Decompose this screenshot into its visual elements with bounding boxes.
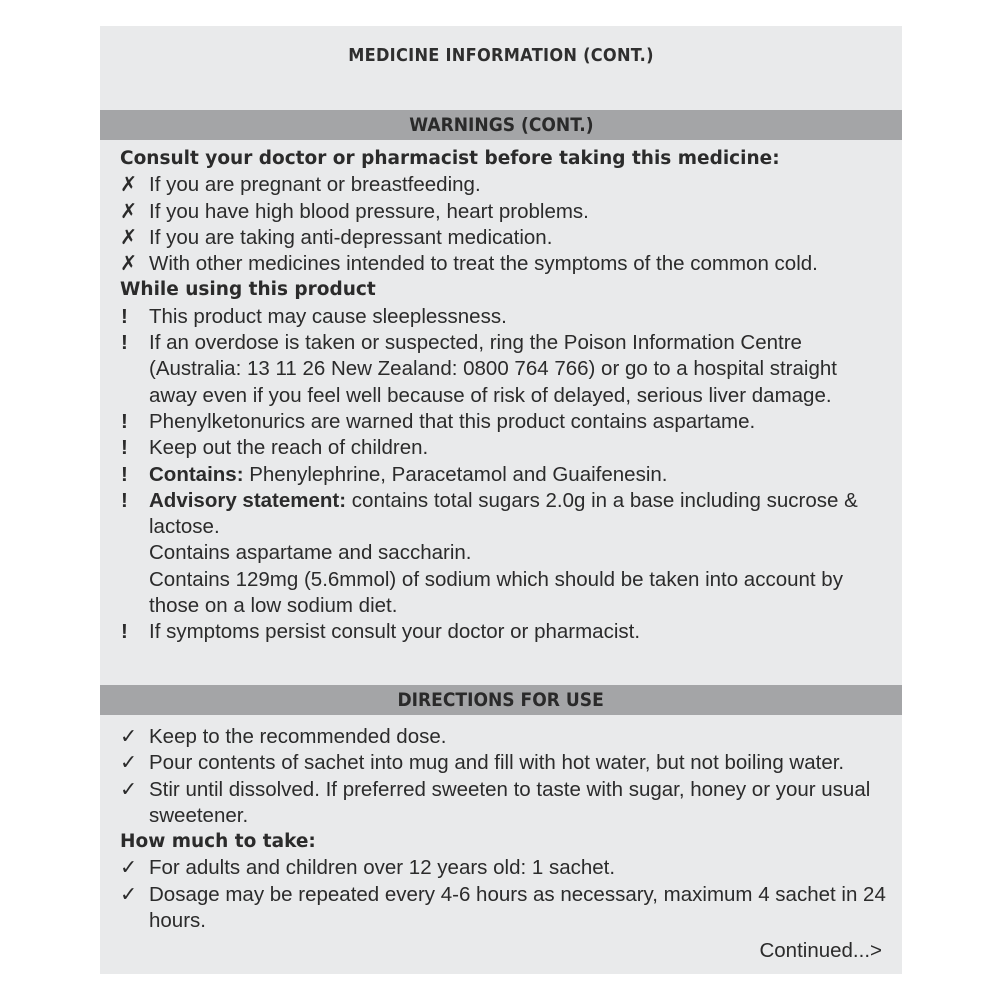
consult-item-3: If you are taking anti-depressant medication.	[149, 225, 553, 249]
exclamation-icon: !	[121, 436, 128, 460]
list-item	[120, 304, 888, 330]
while-using-heading: While using this product	[120, 279, 376, 301]
check-icon: ✓	[120, 882, 138, 906]
advisory-label: Advisory statement:	[149, 488, 347, 512]
direction-item-2: Pour contents of sachet into mug and fill with hot water, but not boiling water.	[149, 751, 845, 775]
warning-children: Keep out the reach of children.	[149, 436, 429, 460]
dose-item-1: For adults and children over 12 years old: 1 sachet.	[149, 856, 616, 880]
warning-overdose: If an overdose is taken or suspected, ring the Poison Information Centre (Australia: 13 11 26 New Zealand: 0800 764 766) or go to a hospital straight away even if you feel well because of risk of delayed, serious liver damage.	[149, 331, 837, 407]
directions-section	[120, 724, 888, 934]
directions-header: DIRECTIONS FOR USE	[397, 689, 605, 711]
list-item	[120, 409, 888, 435]
list-item	[120, 882, 888, 935]
check-icon: ✓	[120, 856, 138, 880]
direction-item-1: Keep to the recommended dose.	[149, 725, 447, 748]
list-item	[120, 855, 888, 881]
medicine-info-panel	[100, 26, 902, 974]
warning-persist: If symptoms persist consult your doctor or pharmacist.	[149, 620, 641, 644]
contains-label: Contains:	[149, 462, 244, 486]
exclamation-icon: !	[121, 620, 128, 644]
list-item	[120, 488, 888, 541]
exclamation-icon: !	[121, 409, 128, 433]
advisory-aspartame: Contains aspartame and saccharin.	[149, 541, 472, 565]
list-item	[120, 435, 888, 461]
continued-label: Continued...>	[759, 939, 882, 962]
directions-header-bar	[100, 685, 902, 715]
page-title: MEDICINE INFORMATION (CONT.)	[348, 45, 654, 66]
warnings-header: WARNINGS (CONT.)	[408, 114, 594, 136]
exclamation-icon: !	[121, 462, 128, 486]
check-icon: ✓	[120, 751, 138, 775]
consult-item-4: With other medicines intended to treat the symptoms of the common cold.	[149, 252, 818, 276]
consult-heading: Consult your doctor or pharmacist before taking this medicine:	[120, 148, 780, 169]
exclamation-icon: !	[121, 304, 128, 328]
warning-sleeplessness: This product may cause sleeplessness.	[149, 304, 507, 328]
consult-item-1: If you are pregnant or breastfeeding.	[149, 173, 481, 197]
cross-icon: ✗	[120, 252, 138, 276]
warning-phenylketonurics: Phenylketonurics are warned that this product contains aspartame.	[149, 409, 756, 433]
advisory-text: contains total sugars 2.0g in a base including sucrose & lactose.	[149, 488, 858, 539]
list-item	[120, 172, 888, 198]
cross-icon: ✗	[120, 225, 138, 249]
warnings-header-bar	[100, 110, 902, 140]
cross-icon: ✗	[120, 199, 138, 223]
list-item	[120, 251, 888, 277]
list-item	[120, 777, 888, 830]
dose-item-2: Dosage may be repeated every 4-6 hours as necessary, maximum 4 sachet in 24 hours.	[149, 882, 886, 933]
list-item	[120, 724, 888, 750]
list-item	[120, 225, 888, 251]
check-icon: ✓	[120, 777, 138, 801]
list-item	[120, 750, 888, 776]
list-item	[120, 619, 888, 645]
list-item	[120, 462, 888, 488]
consult-item-2: If you have high blood pressure, heart problems.	[149, 199, 589, 223]
check-icon: ✓	[120, 725, 138, 748]
exclamation-icon: !	[121, 488, 128, 512]
list-item	[120, 199, 888, 225]
list-item	[120, 330, 888, 409]
contains-text: Phenylephrine, Paracetamol and Guaifenesin.	[243, 462, 668, 486]
how-much-heading: How much to take:	[120, 831, 316, 853]
warnings-section	[120, 146, 888, 646]
exclamation-icon: !	[121, 331, 128, 355]
direction-item-3: Stir until dissolved. If preferred sweeten to taste with sugar, honey or your usual sweetener.	[149, 777, 871, 827]
cross-icon: ✗	[120, 173, 138, 197]
advisory-sodium: Contains 129mg (5.6mmol) of sodium which should be taken into account by those on a low sodium diet.	[149, 567, 843, 618]
